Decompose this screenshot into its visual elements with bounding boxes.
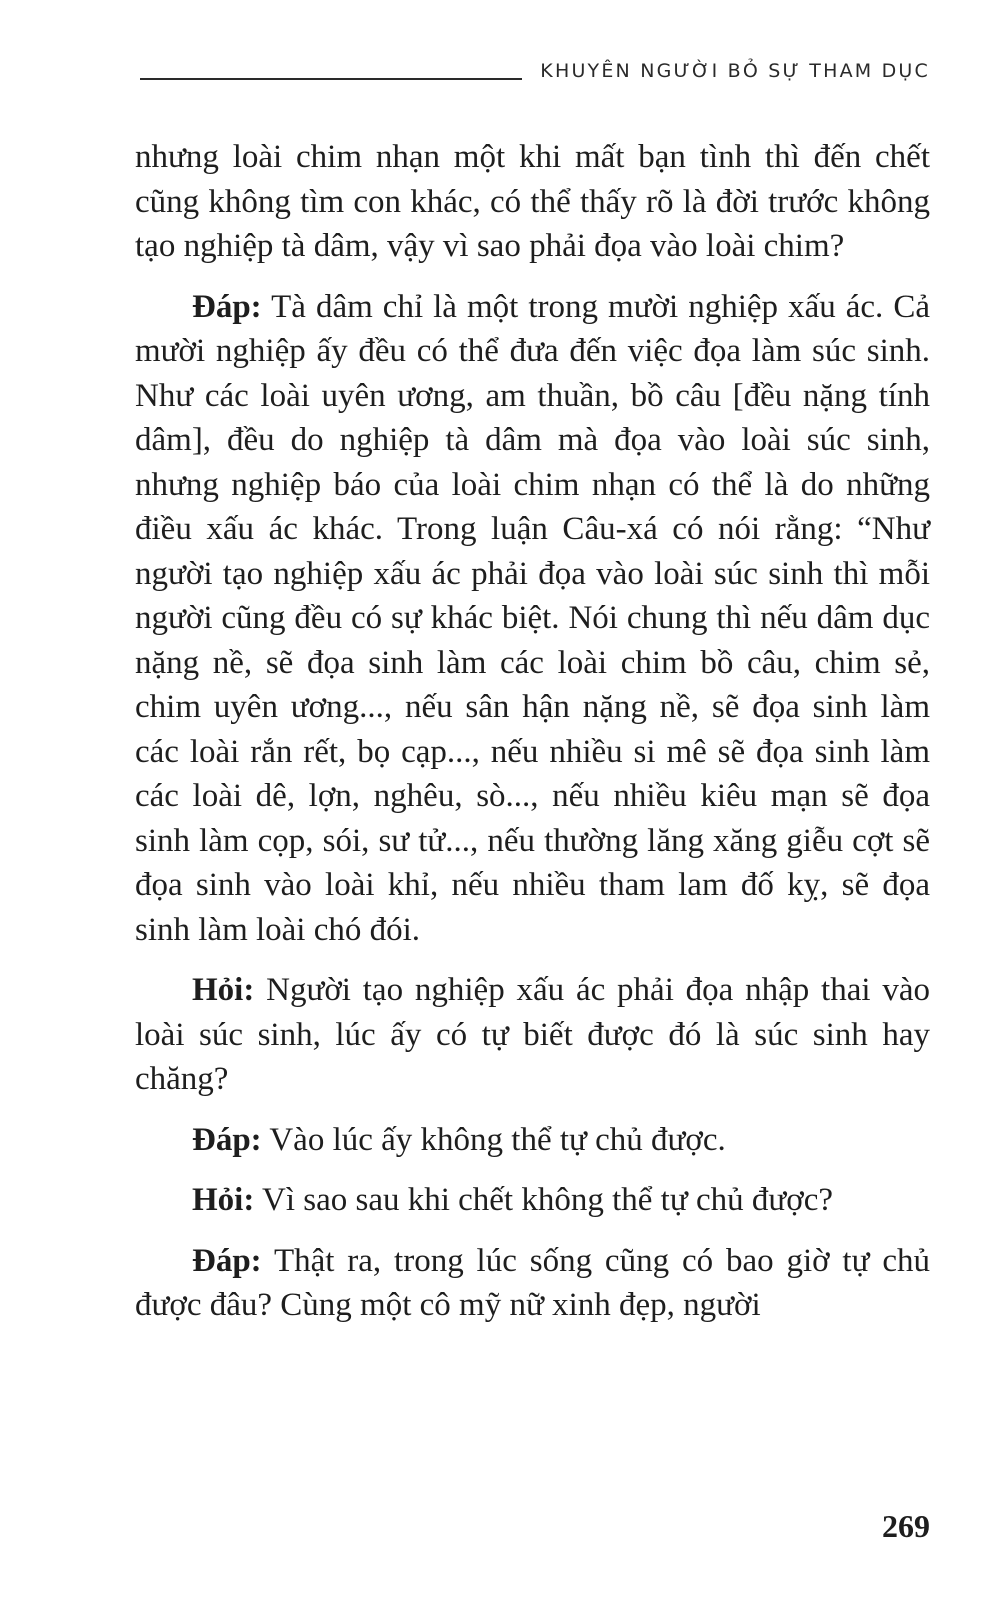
paragraph-answer xyxy=(135,285,930,953)
running-header: KHUYÊN NGƯỜI BỎ SỰ THAM DỤC xyxy=(540,60,930,82)
paragraph-text: Thật ra, trong lúc sống cũng có bao giờ tự chủ được đâu? Cùng một cô mỹ nữ xinh đẹp, người xyxy=(135,1242,930,1323)
paragraph-continuation xyxy=(135,135,930,269)
paragraph-question xyxy=(135,1178,930,1223)
question-label: Hỏi: xyxy=(192,972,255,1008)
body-text xyxy=(135,135,930,1344)
paragraph-answer xyxy=(135,1239,930,1328)
header-rule xyxy=(140,78,522,80)
paragraph-text: Tà dâm chỉ là một trong mười nghiệp xấu ác. Cả mười nghiệp ấy đều có thể đưa đến việc đọa làm súc sinh. Như các loài uyên ương, am thuần, bồ câu [đều nặng tính dâm], đều do nghiệp tà dâm mà đọa vào loài súc sinh, nhưng nghiệp báo của loài chim nhạn có thể là do những điều xấu ác khác. Trong luận Câu-xá có nói rằng: “Như người tạo nghiệp xấu ác phải đọa vào loài súc sinh thì mỗi người cũng đều có sự khác biệt. Nói chung thì nếu dâm dục nặng nề, sẽ đọa sinh làm các loài chim bồ câu, chim sẻ, chim uyên ương..., nếu sân hận nặng nề, sẽ đọa sinh làm các loài rắn rết, bọ cạp..., nếu nhiều si mê sẽ đọa sinh làm các loài dê, lợn, nghêu, sò..., nếu nhiều kiêu mạn sẽ đọa sinh làm cọp, sói, sư tử..., nếu thường lăng xăng giễu cợt sẽ đọa sinh vào loài khỉ, nếu nhiều tham lam đố kỵ, sẽ đọa sinh làm loài chó đói. xyxy=(135,288,930,948)
question-label: Hỏi: xyxy=(192,1182,255,1218)
page-number: 269 xyxy=(882,1508,930,1544)
paragraph-text: nhưng loài chim nhạn một khi mất bạn tình thì đến chết cũng không tìm con khác, có thể thấy rõ là đời trước không tạo nghiệp tà dâm, vậy vì sao phải đọa vào loài chim? xyxy=(135,139,930,264)
paragraph-text: Vào lúc ấy không thể tự chủ được. xyxy=(261,1121,726,1158)
paragraph-question xyxy=(135,968,930,1102)
answer-label: Đáp: xyxy=(192,1121,262,1158)
paragraph-answer xyxy=(135,1118,930,1163)
paragraph-text: Vì sao sau khi chết không thể tự chủ được? xyxy=(254,1182,833,1218)
paragraph-text: Người tạo nghiệp xấu ác phải đọa nhập thai vào loài súc sinh, lúc ấy có tự biết được đó là súc sinh hay chăng? xyxy=(135,972,930,1097)
answer-label: Đáp: xyxy=(192,288,262,325)
answer-label: Đáp: xyxy=(192,1242,262,1279)
